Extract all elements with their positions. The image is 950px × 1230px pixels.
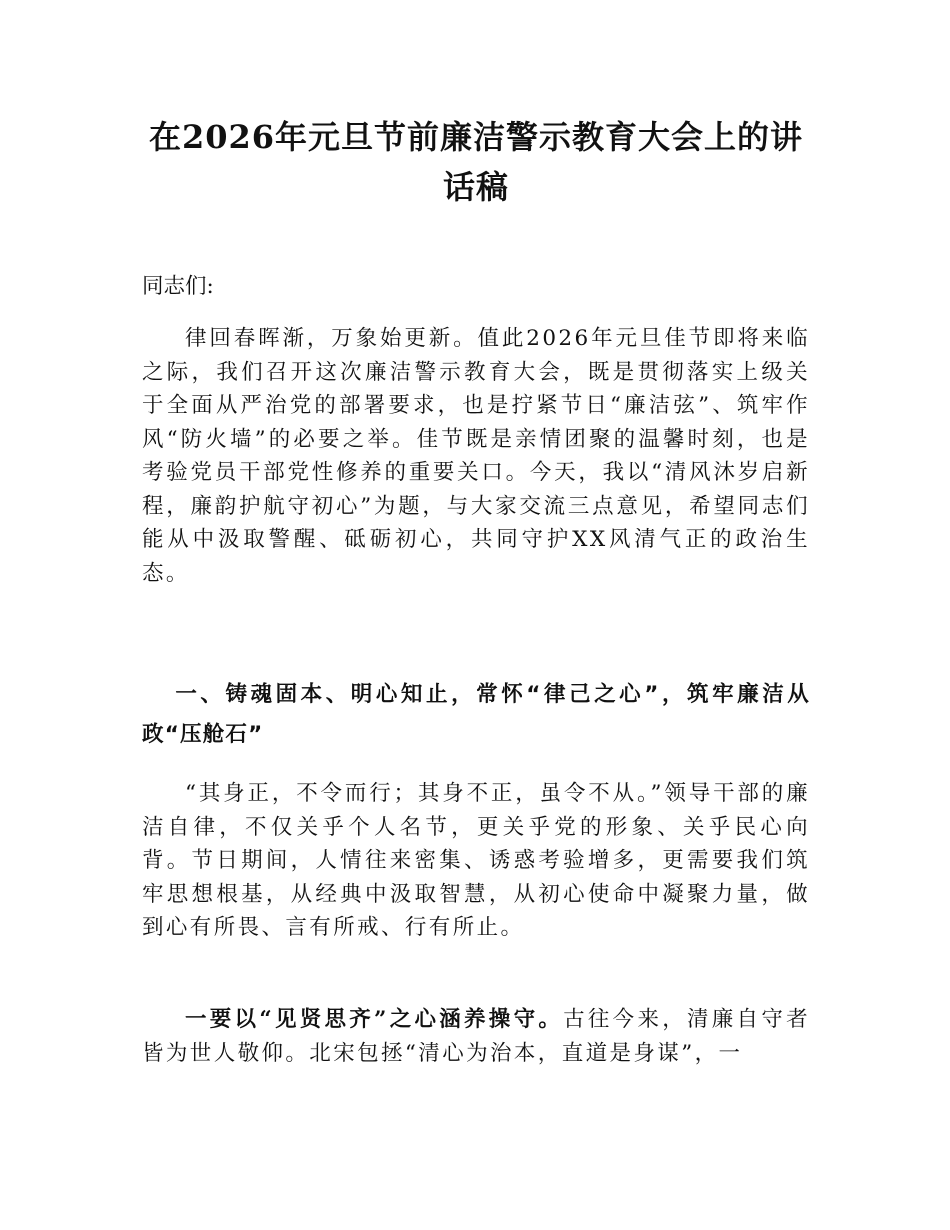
salutation: 同志们: [142,274,214,299]
point-text: 古往今来，清廉自守者皆为世人敬仰。北宋包拯“清心为治本，直道是身谋”，一 [142,1007,810,1066]
opening-paragraph: 律回春晖渐，万象始更新。值此2026年元旦佳节即将来临之际，我们召开这次廉洁警示教育大会，既是贯彻落实上级关于全面从严治党的部署要求，也是拧紧节日“廉洁弦”、筑牢作风“防火墙”的必要之举。佳节既是亲情团聚的温馨时刻，也是考验党员干部党性修养的重要关口。今天，我以“清风沐岁启新程，廉韵护航守初心”为题，与大家交流三点意见，希望同志们能从中汲取警醒、砥砺初心，共同守护XX风清气正的政治生态。 [142,326,810,586]
document-body [142,112,810,1066]
document-title: 在2026年元旦节前廉洁警示教育大会上的讲话稿 [148,118,804,206]
point-paragraph-1 [142,1003,810,1070]
section-1-paragraph: “其身正，不令而行；其身不正，虽令不从。”领导干部的廉洁自律，不仅关乎个人名节，更关乎党的形象、关乎民心向背。节日期间，人情往来密集、诱惑考验增多，更需要我们筑牢思想根基，从经典中汲取智慧，从初心使命中凝聚力量，做到心有所畏、言有所戒、行有所止。 [142,781,810,940]
point-lead: 一要以“见贤思齐”之心涵养操守。 [185,1007,564,1032]
section-heading-1: 一、铸魂固本、明心知止，常怀“律己之心”，筑牢廉洁从政“压舱石” [142,682,810,747]
